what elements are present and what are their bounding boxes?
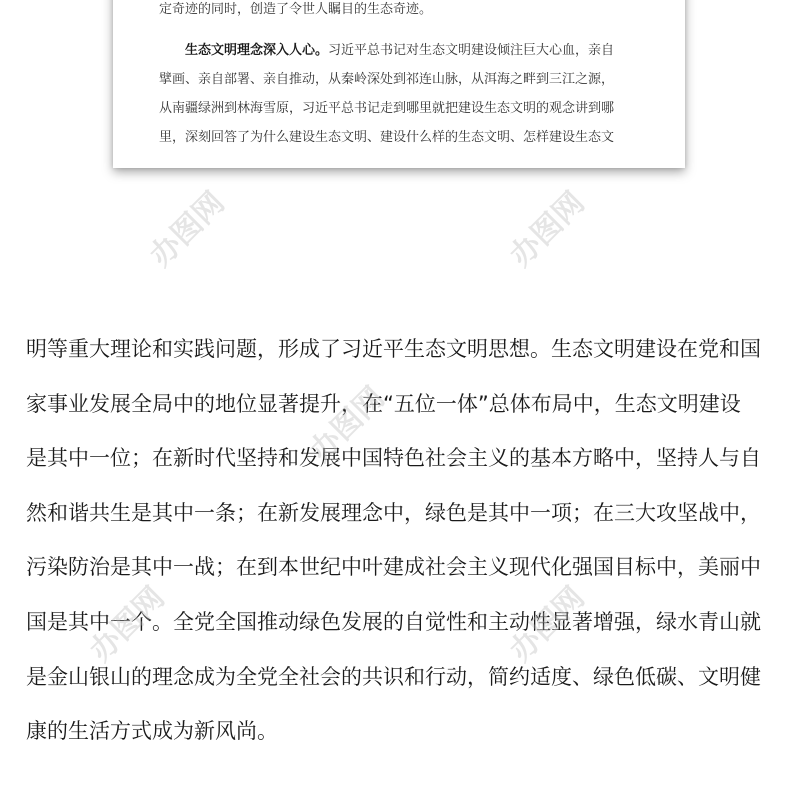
watermark-text: 办图网	[503, 185, 592, 274]
watermark-text: 办图网	[503, 580, 592, 669]
card-paragraph-2	[159, 36, 649, 152]
card-paragraph-1	[159, 0, 649, 24]
card-line: 擘画、亲自部署、亲自推动，从秦岭深处到祁连山脉，从洱海之畔到三江之源，	[159, 72, 615, 87]
card-line: 里，深刻回答了为什么建设生态文明、建设什么样的生态文明、怎样建设生态文	[159, 130, 615, 145]
body-line: 是金山银山的理念成为全党全社会的共识和行动，简约适度、绿色低碳、文明健	[26, 664, 761, 689]
document-page-preview	[113, 0, 685, 168]
body-line: 污染防治是其中一战；在到本世纪中叶建成社会主义现代化强国目标中，美丽中	[26, 555, 761, 580]
card-line-rest: 习近平总书记对生态文明建设倾注巨大心血，亲自	[328, 43, 615, 58]
body-line: 是其中一位；在新时代坚持和发展中国特色社会主义的基本方略中，坚持人与自	[26, 446, 761, 471]
watermark-text: 办图网	[303, 380, 392, 469]
card-line	[159, 36, 649, 65]
watermark-text: 办图网	[83, 580, 172, 669]
watermark-text: 办图网	[143, 185, 232, 274]
body-line: 家事业发展全局中的地位显著提升，在“五位一体”总体布局中，生态文明建设	[26, 391, 741, 416]
card-paragraph-lead: 生态文明理念深入人心。	[185, 43, 329, 58]
body-line: 国是其中一个。全党全国推动绿色发展的自觉性和主动性显著增强，绿水青山就	[26, 609, 761, 634]
body-line: 然和谐共生是其中一条；在新发展理念中，绿色是其中一项；在三大攻坚战中，	[26, 500, 761, 525]
card-line: 定奇迹的同时，创造了令世人瞩目的生态奇迹。	[159, 2, 433, 17]
body-paragraph	[26, 322, 782, 759]
body-line: 康的生活方式成为新风尚。	[26, 719, 278, 744]
body-line: 明等重大理论和实践问题，形成了习近平生态文明思想。生态文明建设在党和国	[26, 337, 761, 361]
card-line: 从南疆绿洲到林海雪原，习近平总书记走到哪里就把建设生态文明的观念讲到哪	[159, 101, 615, 116]
